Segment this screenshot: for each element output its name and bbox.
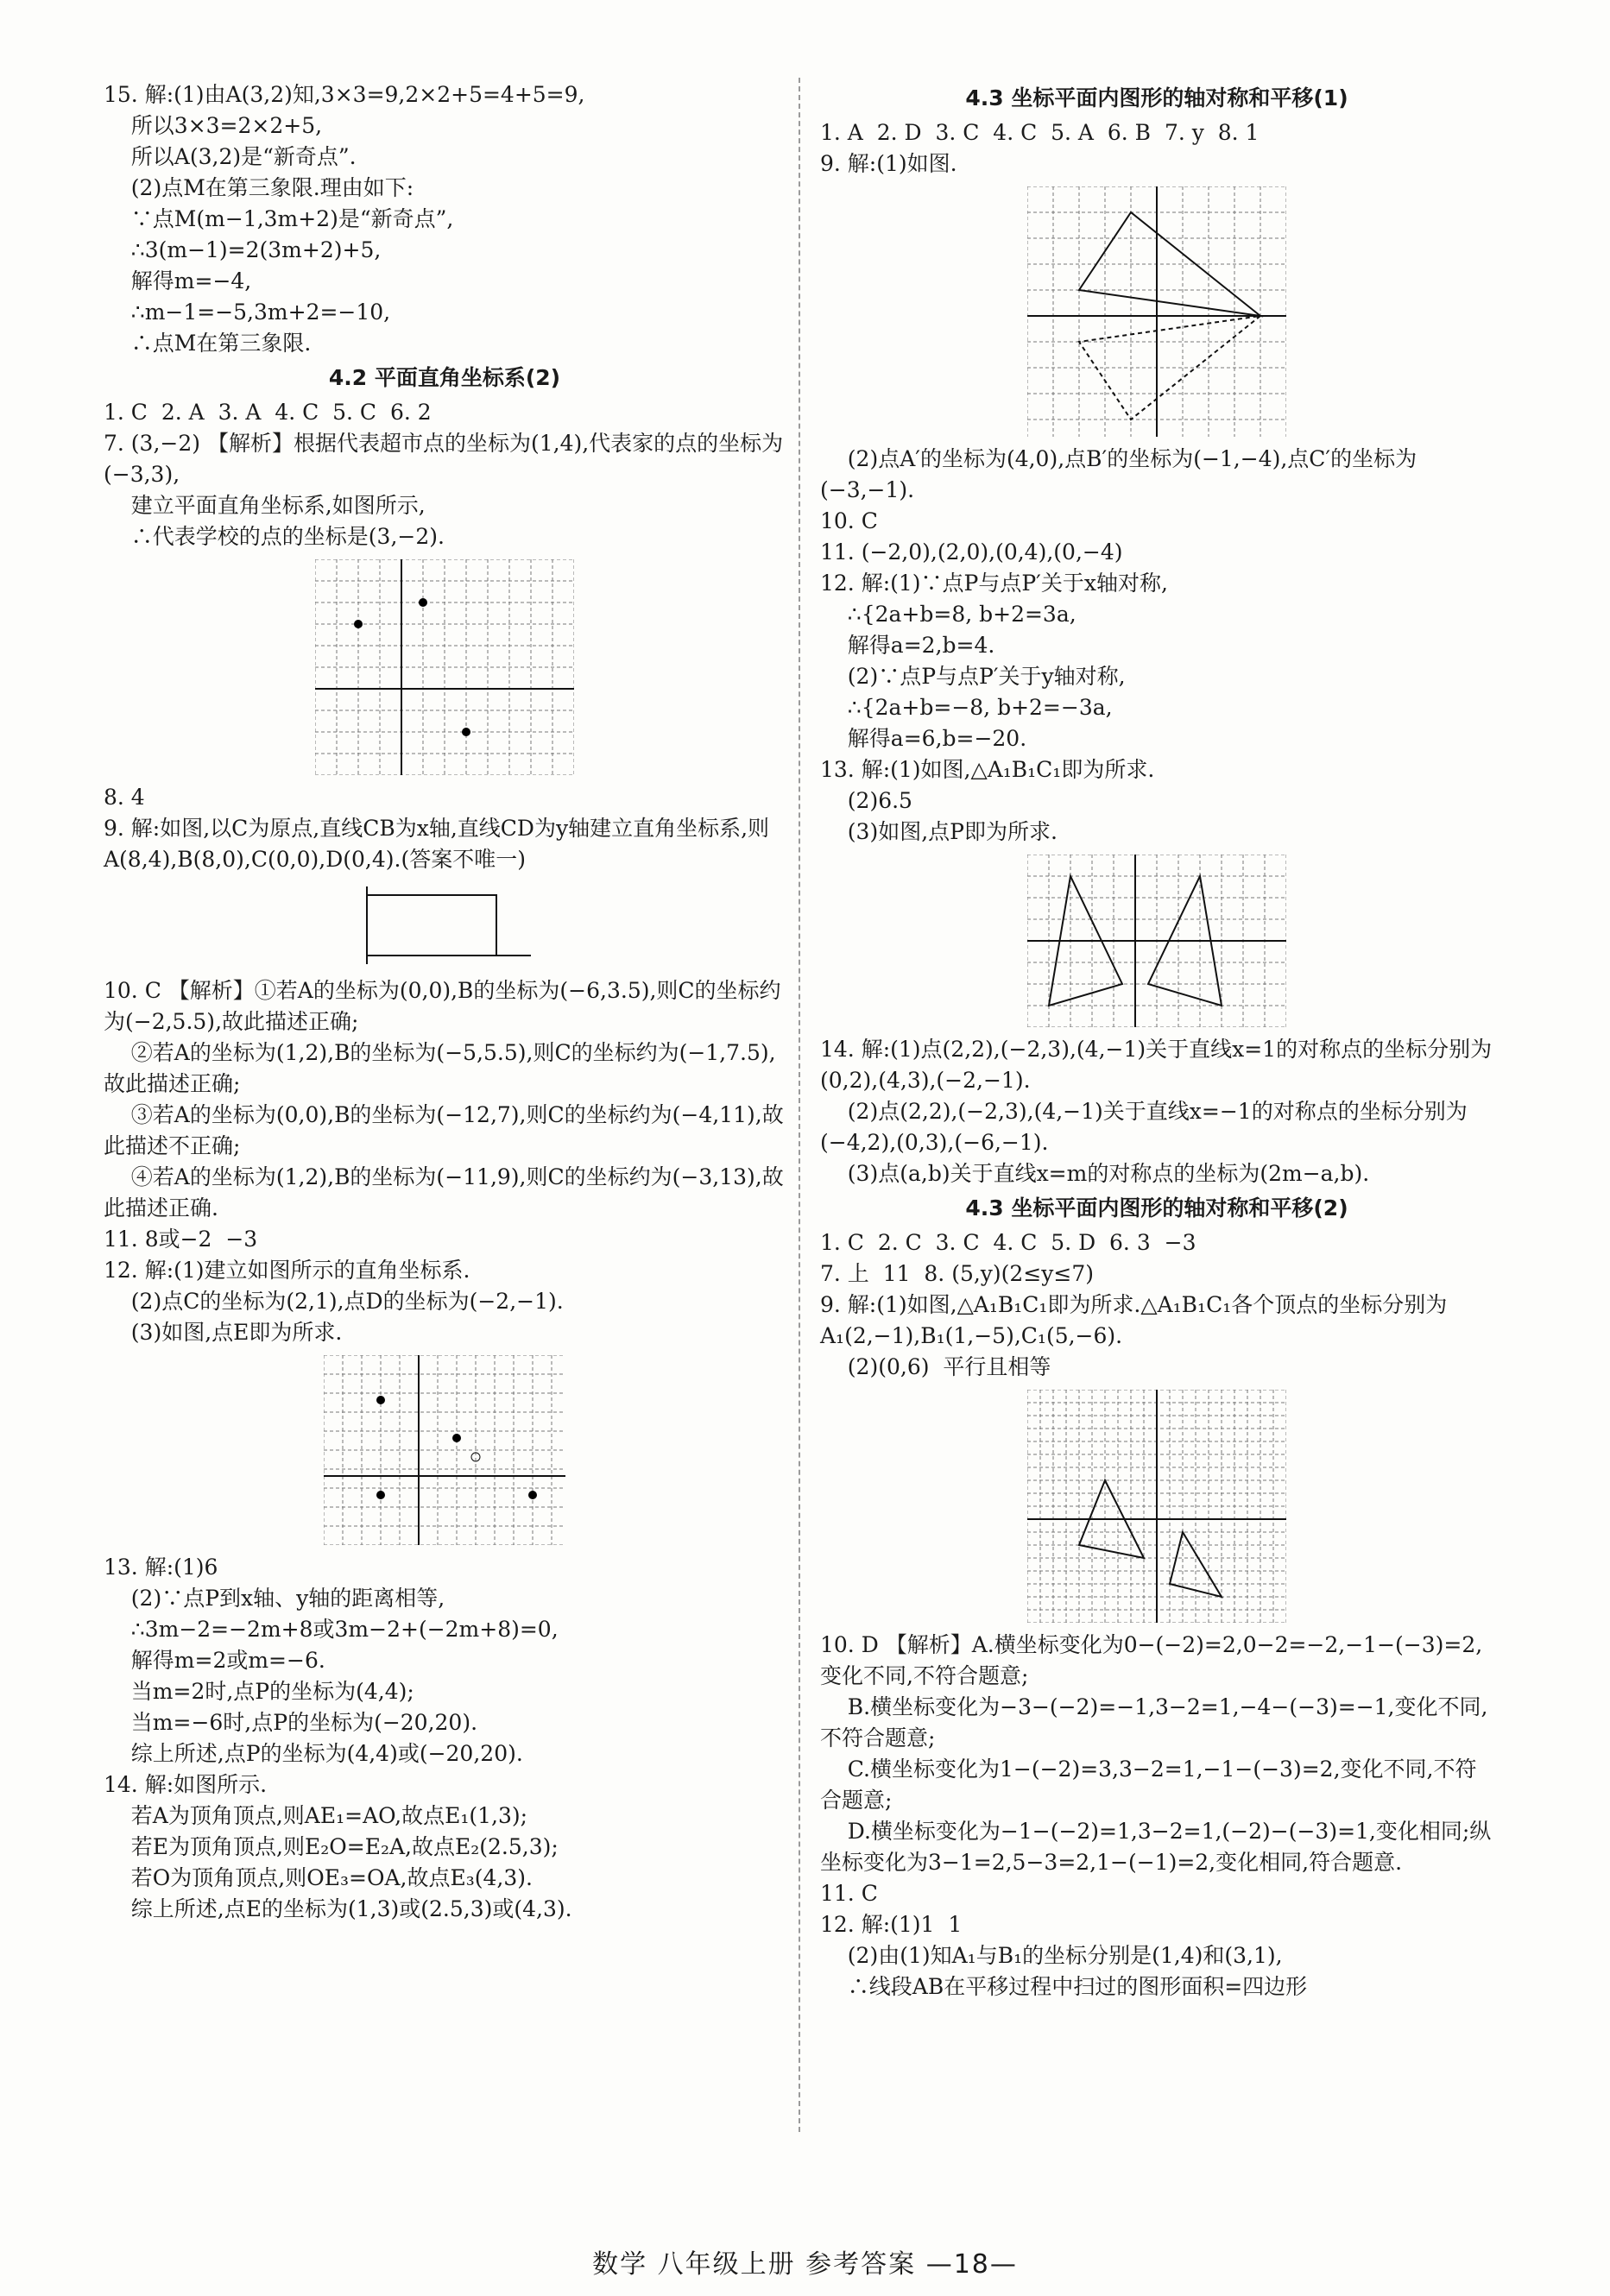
map-figure (315, 559, 574, 775)
answer-line: 13. 解:(1)6 (104, 1555, 218, 1580)
answer-line: 当m=2时,点P的坐标为(4,4); (104, 1679, 414, 1704)
answer-line: ∵点M(m−1,3m+2)是“新奇点”, (104, 206, 454, 231)
answer-line: 所以A(3,2)是“新奇点”. (104, 144, 357, 169)
left-column (104, 79, 786, 1925)
answer-line: 解得a=6,b=−20. (820, 726, 1027, 751)
answer-line: 11. (−2,0),(2,0),(0,4),(0,−4) (820, 539, 1123, 565)
answer-line: ∴代表学校的点的坐标是(3,−2). (104, 524, 445, 549)
section-title: 4.3 坐标平面内图形的轴对称和平移(1) (965, 85, 1348, 110)
answer-line: D.横坐标变化为−1−(−2)=1,3−2=1,(−2)−(−3)=1,变化相同;纵坐标变化为3−1=2,5−3=2,1−(−1)=2,变化相同,符合题意. (820, 1819, 1492, 1875)
answer-line: 7. (3,−2) 【解析】根据代表超市点的坐标为(1,4),代表家的点的坐标为(−3,3), (104, 431, 784, 487)
answer-line: 建立平面直角坐标系,如图所示, (104, 493, 426, 518)
answer-line: ∴点M在第三象限. (104, 331, 312, 356)
answer-line: 14. 解:(1)点(2,2),(−2,3),(4,−1)关于直线x=1的对称点的坐标分别为(0,2),(4,3),(−2,−1). (820, 1037, 1493, 1093)
answer-line: (3)如图,点E即为所求. (104, 1320, 343, 1345)
answer-line: 若E为顶角顶点,则E₂O=E₂A,故点E₂(2.5,3); (104, 1834, 559, 1859)
answer-line: (2)点(2,2),(−2,3),(4,−1)关于直线x=−1的对称点的坐标分别为(−4,2),(0,3),(−6,−1). (820, 1099, 1468, 1155)
answer-line: 10. D 【解析】A.横坐标变化为0−(−2)=2,0−2=−2,−1−(−3)=2,变化不同,不符合题意; (820, 1632, 1483, 1688)
answer-line: (2)点A′的坐标为(4,0),点B′的坐标为(−1,−4),点C′的坐标为(−3,−1). (820, 446, 1417, 502)
answer-line: 当m=−6时,点P的坐标为(−20,20). (104, 1710, 478, 1735)
rect-figure (350, 882, 540, 968)
answer-line: 1. C 2. C 3. C 4. C 5. D 6. 3 −3 (820, 1230, 1196, 1255)
answer-line: (2)∵点P到x轴、y轴的距离相等, (104, 1586, 445, 1611)
answer-line: ②若A的坐标为(1,2),B的坐标为(−5,5.5),则C的坐标约为(−1,7.5),故此描述正确; (104, 1040, 776, 1096)
page-footer: 数学 八年级上册 参考答案 —18— (592, 2249, 1018, 2280)
answer-line: ③若A的坐标为(0,0),B的坐标为(−12,7),则C的坐标约为(−4,11),故此描述不正确; (104, 1102, 784, 1158)
answer-line: (3)点(a,b)关于直线x=m的对称点的坐标为(2m−a,b). (820, 1161, 1370, 1186)
answer-line: 9. 解:(1)如图. (820, 151, 957, 176)
answer-line: 7. 上 11 8. (5,y)(2≤y≤7) (820, 1261, 1095, 1286)
section-title: 4.2 平面直角坐标系(2) (328, 365, 561, 390)
answer-line: ∴{2a+b=8, b+2=3a, (820, 602, 1076, 627)
answer-line: 12. 解:(1)1 1 (820, 1912, 963, 1937)
trans-figure (1027, 1390, 1286, 1623)
answer-line: ∴m−1=−5,3m+2=−10, (104, 300, 391, 325)
answer-line: 9. 解:如图,以C为原点,直线CB为x轴,直线CD为y轴建立直角坐标系,则A(8,4),B(8,0),C(0,0),D(0,4).(答案不唯一) (104, 816, 770, 872)
answer-line: B.横坐标变化为−3−(−2)=−1,3−2=1,−4−(−3)=−1,变化不同,不符合题意; (820, 1694, 1488, 1750)
pts-figure (324, 1355, 565, 1545)
answer-line: 解得m=−4, (104, 268, 252, 293)
answer-line: 1. A 2. D 3. C 4. C 5. A 6. B 7. y 8. 1 (820, 120, 1260, 145)
answer-line: 解得m=2或m=−6. (104, 1648, 325, 1673)
answer-line: ∴{2a+b=−8, b+2=−3a, (820, 695, 1113, 720)
answer-line: 11. 8或−2 −3 (104, 1227, 258, 1252)
answer-line: (2)点C的坐标为(2,1),点D的坐标为(−2,−1). (104, 1289, 564, 1314)
answer-line: (3)如图,点P即为所求. (820, 819, 1058, 844)
answer-line: ∴线段AB在平移过程中扫过的图形面积=四边形 (820, 1974, 1308, 1999)
sym-figure (1027, 855, 1286, 1027)
answer-line: 14. 解:如图所示. (104, 1772, 268, 1797)
answer-line: ④若A的坐标为(1,2),B的坐标为(−11,9),则C的坐标约为(−3,13),故此描述正确. (104, 1164, 784, 1221)
answer-line: (2)6.5 (820, 788, 912, 813)
answer-line: 10. C 【解析】①若A的坐标为(0,0),B的坐标为(−6,3.5),则C的坐标约为(−2,5.5),故此描述正确; (104, 978, 781, 1034)
answer-line: 若A为顶角顶点,则AE₁=AO,故点E₁(1,3); (104, 1803, 528, 1828)
answer-line: 12. 解:(1)建立如图所示的直角坐标系. (104, 1258, 470, 1283)
answer-line: ∴3m−2=−2m+8或3m−2+(−2m+8)=0, (104, 1617, 559, 1642)
answer-line: 12. 解:(1)∵点P与点P′关于x轴对称, (820, 571, 1168, 596)
answer-line: 15. 解:(1)由A(3,2)知,3×3=9,2×2+5=4+5=9, (104, 82, 585, 107)
answer-line: 8. 4 (104, 785, 145, 810)
answer-line: 1. C 2. A 3. A 4. C 5. C 6. 2 (104, 400, 432, 425)
column-divider (799, 78, 800, 2132)
tri1-figure (1027, 186, 1286, 437)
answer-line: 9. 解:(1)如图,△A₁B₁C₁即为所求.△A₁B₁C₁各个顶点的坐标分别为A₁(2,−1),B₁(1,−5),C₁(5,−6). (820, 1292, 1448, 1348)
answer-line: 所以3×3=2×2+5, (104, 113, 323, 138)
answer-line: ∴3(m−1)=2(3m+2)+5, (104, 237, 382, 262)
answer-line: 13. 解:(1)如图,△A₁B₁C₁即为所求. (820, 757, 1155, 782)
right-column (820, 79, 1493, 2003)
answer-line: 综上所述,点P的坐标为(4,4)或(−20,20). (104, 1741, 523, 1766)
answer-line: (2)由(1)知A₁与B₁的坐标分别是(1,4)和(3,1), (820, 1943, 1283, 1968)
answer-line: C.横坐标变化为1−(−2)=3,3−2=1,−1−(−3)=2,变化不同,不符合题意; (820, 1757, 1477, 1813)
answer-line: 若O为顶角顶点,则OE₃=OA,故点E₃(4,3). (104, 1865, 533, 1890)
section-title: 4.3 坐标平面内图形的轴对称和平移(2) (965, 1195, 1348, 1221)
answer-line: 综上所述,点E的坐标为(1,3)或(2.5,3)或(4,3). (104, 1896, 572, 1921)
answer-line: 10. C (820, 508, 878, 533)
answer-line: (2)∵点P与点P′关于y轴对称, (820, 664, 1126, 689)
answer-line: 11. C (820, 1881, 878, 1906)
answer-line: (2)(0,6) 平行且相等 (820, 1354, 1051, 1379)
answer-line: (2)点M在第三象限.理由如下: (104, 175, 414, 200)
answer-line: 解得a=2,b=4. (820, 633, 995, 658)
